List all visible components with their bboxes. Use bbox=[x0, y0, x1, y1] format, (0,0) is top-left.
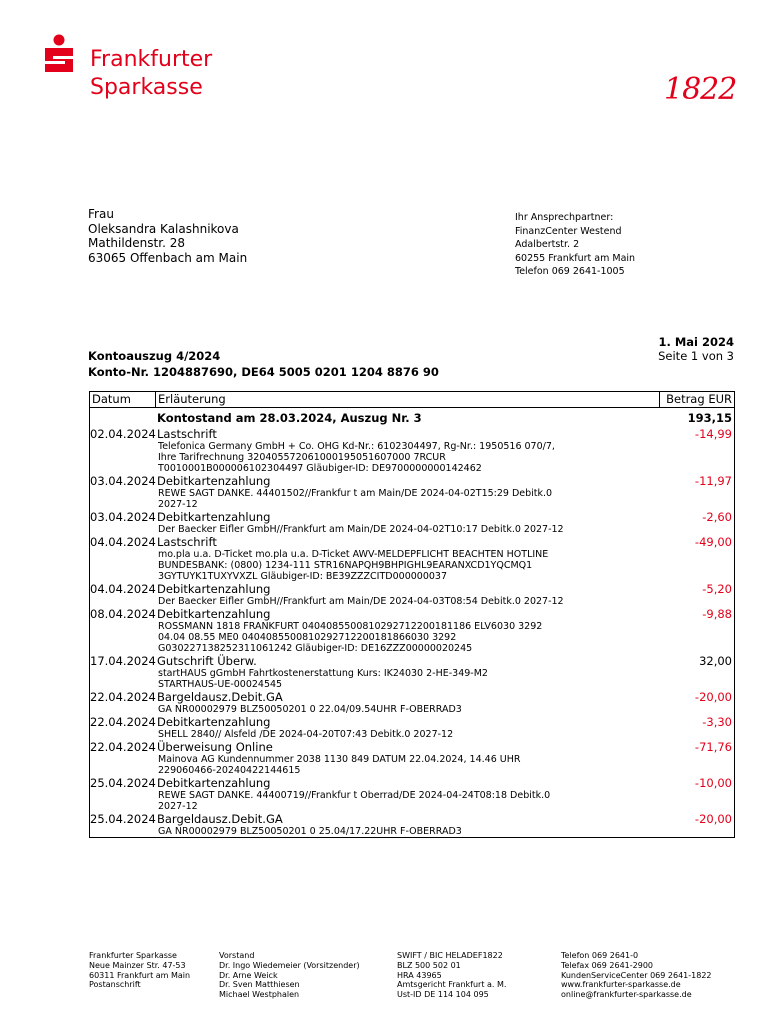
transaction-date: 03.04.2024 bbox=[90, 474, 156, 488]
transaction-detail: 2027-12 bbox=[158, 801, 198, 812]
transaction-date: 17.04.2024 bbox=[90, 654, 156, 668]
transaction-type: Debitkartenzahlung bbox=[157, 474, 271, 488]
column-header-description: Erläuterung bbox=[156, 392, 660, 407]
transaction-date: 02.04.2024 bbox=[90, 427, 156, 441]
statement-date: 1. Mai 2024 bbox=[658, 335, 734, 349]
transaction-detail: Der Baecker Eifler GmbH//Frankfurt am Main/DE 2024-04-03T08:54 Debitk.0 2027-12 bbox=[158, 596, 564, 607]
bank-name: Frankfurter Sparkasse bbox=[90, 47, 213, 100]
bank-year-mark: 1822 bbox=[664, 72, 737, 107]
recipient-line: Oleksandra Kalashnikova bbox=[88, 221, 239, 236]
transaction-detail: startHAUS gGmbH Fahrtkostenerstattung Kurs: IK24030 2-HE-349-M2 bbox=[158, 668, 488, 679]
transaction-detail: G030227138252311061242 Gläubiger-ID: DE16ZZZ00000020245 bbox=[158, 643, 473, 654]
opening-balance-label: Kontostand am 28.03.2024, Auszug Nr. 3 bbox=[157, 411, 422, 425]
contact-person-block bbox=[515, 211, 635, 279]
column-header-date: Datum bbox=[90, 392, 156, 407]
transaction-row bbox=[90, 474, 734, 510]
transaction-detail: REWE SAGT DANKE. 44400719//Frankfur t Oberrad/DE 2024-04-24T08:18 Debitk.0 bbox=[158, 790, 551, 801]
transaction-row bbox=[90, 812, 734, 837]
transaction-date: 25.04.2024 bbox=[90, 776, 156, 790]
transaction-date: 22.04.2024 bbox=[90, 715, 156, 729]
contact-line: Adalbertstr. 2 bbox=[515, 239, 580, 250]
transaction-detail: mo.pla u.a. D-Ticket mo.pla u.a. D-Ticket AWV-MELDEPFLICHT BEACHTEN HOTLINE bbox=[158, 549, 549, 560]
transaction-date: 03.04.2024 bbox=[90, 510, 156, 524]
transaction-row bbox=[90, 776, 734, 812]
transaction-type: Bargeldausz.Debit.GA bbox=[157, 812, 283, 826]
transaction-type: Bargeldausz.Debit.GA bbox=[157, 690, 283, 704]
opening-balance-amount: 193,15 bbox=[687, 411, 732, 425]
transaction-amount: -11,97 bbox=[694, 474, 732, 488]
sparkasse-s-icon bbox=[42, 34, 76, 74]
transaction-amount: -20,00 bbox=[694, 690, 732, 704]
footer-column-board: Vorstand Dr. Ingo Wiedemeier (Vorsitzender) Dr. Arne Weick Dr. Sven Matthiesen Michael Westphalen bbox=[219, 951, 360, 1000]
transaction-date: 04.04.2024 bbox=[90, 582, 156, 596]
recipient-line: Mathildenstr. 28 bbox=[88, 236, 185, 250]
transaction-detail: T0010001B000006102304497 Gläubiger-ID: DE9700000000142462 bbox=[158, 463, 482, 474]
transaction-detail: Der Baecker Eifler GmbH//Frankfurt am Main/DE 2024-04-02T10:17 Debitk.0 2027-12 bbox=[158, 524, 564, 535]
contact-line: FinanzCenter Westend bbox=[515, 225, 622, 237]
transaction-row bbox=[90, 535, 734, 582]
transaction-amount: -5,20 bbox=[702, 582, 732, 596]
transaction-amount: -10,00 bbox=[694, 776, 732, 790]
transaction-amount: -9,88 bbox=[702, 607, 732, 621]
transaction-row bbox=[90, 582, 734, 607]
footer-column-bank: Frankfurter Sparkasse Neue Mainzer Str. 47-53 60311 Frankfurt am Main Postanschrift bbox=[89, 951, 191, 990]
transaction-date: 25.04.2024 bbox=[90, 812, 156, 826]
transaction-row bbox=[90, 510, 734, 535]
transaction-type: Lastschrift bbox=[157, 535, 217, 549]
transaction-detail: BUNDESBANK: (0800) 1234-111 STR16NAPQH9BHPIGHL9EARANXCD1YQCMQ1 bbox=[158, 560, 533, 571]
transaction-type: Gutschrift Überw. bbox=[157, 654, 257, 668]
transaction-type: Lastschrift bbox=[157, 427, 217, 441]
transaction-amount: -2,60 bbox=[702, 510, 732, 524]
transaction-detail: 2027-12 bbox=[158, 499, 198, 510]
transaction-detail: REWE SAGT DANKE. 44401502//Frankfur t am Main/DE 2024-04-02T15:29 Debitk.0 bbox=[158, 488, 553, 499]
transactions-table bbox=[89, 391, 735, 838]
contact-line: Telefon 069 2641-1005 bbox=[515, 266, 625, 277]
transaction-detail: 04.04 08.55 ME0 0404085500810292712200181866030 3292 bbox=[158, 632, 457, 643]
transaction-date: 22.04.2024 bbox=[90, 690, 156, 704]
transaction-detail: GA NR00002979 BLZ50050201 0 25.04/17.22UHR F-OBERRAD3 bbox=[158, 826, 462, 837]
transaction-detail: 3GYTUYK1TUXYVXZL Gläubiger-ID: BE39ZZZCITD000000037 bbox=[158, 571, 447, 582]
column-header-amount: Betrag EUR bbox=[666, 392, 732, 406]
transaction-detail: 229060466-20240422144615 bbox=[158, 765, 301, 776]
page-indicator: Seite 1 von 3 bbox=[658, 349, 734, 363]
transaction-date: 04.04.2024 bbox=[90, 535, 156, 549]
transaction-detail: STARTHAUS-UE-00024545 bbox=[158, 679, 283, 690]
transaction-detail: GA NR00002979 BLZ50050201 0 22.04/09.54UHR F-OBERRAD3 bbox=[158, 704, 462, 715]
transaction-detail: Ihre Tarifrechnung 320405572061000195051607000 7RCUR bbox=[158, 452, 446, 463]
transaction-row bbox=[90, 654, 734, 690]
transaction-amount: 32,00 bbox=[699, 654, 732, 668]
transaction-amount: -14,99 bbox=[694, 427, 732, 441]
transaction-detail: Telefonica Germany GmbH + Co. OHG Kd-Nr.: 6102304497, Rg-Nr.: 1950516 070/7, bbox=[158, 441, 555, 452]
transaction-type: Debitkartenzahlung bbox=[157, 582, 271, 596]
transaction-type: Debitkartenzahlung bbox=[157, 715, 271, 729]
transaction-amount: -20,00 bbox=[694, 812, 732, 826]
footer-column-registry: SWIFT / BIC HELADEF1822 BLZ 500 502 01 HRA 43965 Amtsgericht Frankfurt a. M. Ust-ID DE 114 104 095 bbox=[397, 951, 507, 1000]
transaction-row bbox=[90, 715, 734, 740]
transaction-detail: ROSSMANN 1818 FRANKFURT 0404085500810292712200181186 ELV6030 3292 bbox=[158, 621, 543, 632]
statement-heading bbox=[88, 349, 439, 380]
recipient-line: Frau bbox=[88, 207, 114, 221]
table-header bbox=[90, 392, 734, 408]
transaction-row bbox=[90, 607, 734, 654]
transaction-detail: Mainova AG Kundennummer 2038 1130 849 DATUM 22.04.2024, 14.46 UHR bbox=[158, 754, 521, 765]
recipient-address bbox=[88, 207, 247, 265]
transaction-amount: -49,00 bbox=[694, 535, 732, 549]
contact-line: Ihr Ansprechpartner: bbox=[515, 212, 614, 223]
transaction-type: Debitkartenzahlung bbox=[157, 776, 271, 790]
transaction-detail: SHELL 2840// Alsfeld /DE 2024-04-20T07:43 Debitk.0 2027-12 bbox=[158, 729, 454, 740]
transaction-amount: -71,76 bbox=[694, 740, 732, 754]
account-number: Konto-Nr. 1204887690, DE64 5005 0201 1204 8876 90 bbox=[88, 364, 439, 379]
transaction-row bbox=[90, 690, 734, 715]
transaction-type: Überweisung Online bbox=[157, 740, 273, 754]
transaction-amount: -3,30 bbox=[702, 715, 732, 729]
transaction-row bbox=[90, 740, 734, 776]
footer-column-contact: Telefon 069 2641-0 Telefax 069 2641-2900 KundenServiceCenter 069 2641-1822 www.frankfurter-sparkasse.de online@frankfurter-sparkasse.de bbox=[561, 951, 712, 1000]
recipient-line: 63065 Offenbach am Main bbox=[88, 250, 248, 265]
transaction-date: 22.04.2024 bbox=[90, 740, 156, 754]
transaction-row bbox=[90, 427, 734, 474]
transaction-type: Debitkartenzahlung bbox=[157, 607, 271, 621]
opening-balance-row bbox=[90, 408, 734, 427]
transaction-type: Debitkartenzahlung bbox=[157, 510, 271, 524]
statement-number: Kontoauszug 4/2024 bbox=[88, 349, 221, 363]
transaction-date: 08.04.2024 bbox=[90, 607, 156, 621]
contact-line: 60255 Frankfurt am Main bbox=[515, 252, 636, 264]
transaction-list bbox=[90, 427, 734, 837]
